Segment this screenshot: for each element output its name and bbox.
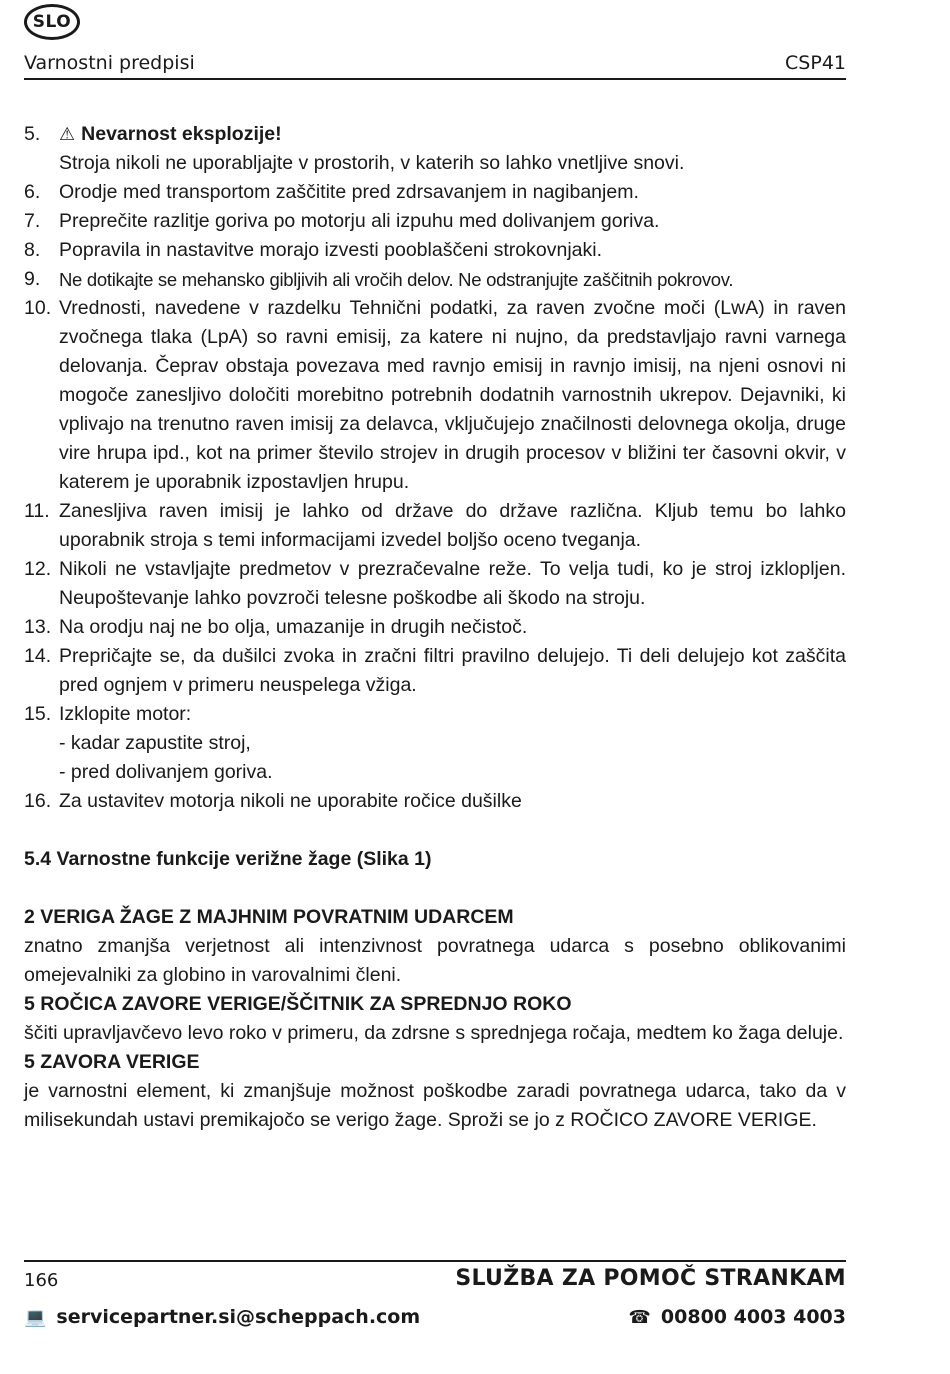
item-number: 5. <box>24 123 41 145</box>
telephone-icon: ☎ <box>628 1306 651 1328</box>
item-text: Preprečite razlitje goriva po motorju ali izpuhu med dolivanjem goriva. <box>59 210 660 232</box>
item-text: Nikoli ne vstavljajte predmetov v prezračevalne reže. To velja tudi, ko je stroj izklopljen. Neupoštevanje lahko povzroči telesne poškodbe ali škodo na stroju. <box>59 558 846 609</box>
feature-heading: 5 ROČICA ZAVORE VERIGE/ŠČITNIK ZA SPREDNJO ROKO <box>24 993 572 1015</box>
item-text: Ne dotikajte se mehansko gibljivih ali vročih delov. Ne odstranjujte zaščitnih pokrovov. <box>59 269 734 290</box>
email-address[interactable]: servicepartner.si@scheppach.com <box>56 1306 421 1328</box>
section-heading: 5.4 Varnostne funkcije verižne žage (Slika 1) <box>24 848 432 870</box>
country-badge: SLO <box>24 4 80 40</box>
item-number: 15. <box>24 703 52 725</box>
feature-heading: 2 VERIGA ŽAGE Z MAJHNIM POVRATNIM UDARCEM <box>24 906 514 928</box>
item-text: Zanesljiva raven imisij je lahko od države do države različna. Kljub temu bo lahko uporabnik stroja s temi informacijami izvedel boljšo oceno tveganja. <box>59 500 846 551</box>
item-number: 13. <box>24 616 52 638</box>
page-number: 166 <box>24 1270 59 1291</box>
list-item <box>24 787 846 816</box>
item-number: 7. <box>24 210 41 232</box>
phone-contact <box>628 1306 846 1328</box>
item-number: 9. <box>24 268 41 290</box>
feature-text: je varnostni element, ki zmanjšuje možnost poškodbe zaradi povratnega udarca, tako da v milisekundah ustavi premikajočo se verigo žage. Sproži se jo z ROČICO ZAVORE VERIGE. <box>24 1080 846 1131</box>
list-item <box>24 207 846 236</box>
item-number: 16. <box>24 790 52 812</box>
list-item <box>24 178 846 207</box>
item-text: Za ustavitev motorja nikoli ne uporabite ročice dušilke <box>59 790 522 812</box>
list-item <box>24 236 846 265</box>
footer-rule <box>24 1260 846 1262</box>
feature-text: ščiti upravljavčevo levo roko v primeru, da zdrsne s sprednjega ročaja, medtem ko žaga deluje. <box>24 1022 844 1044</box>
list-item <box>24 497 846 555</box>
item-text: Vrednosti, navedene v razdelku Tehnični podatki, za raven zvočne moči (LwA) in raven zvočnega tlaka (LpA) so ravni emisij, za katere ni nujno, da predstavljajo ravni varnega delovanja. Čeprav obstaja povezava med ravnjo emisij in ravnjo imisij, na njeni osnovi ni mogoče zanesljivo določiti morebitno potrebnih dodatnih varnostnih ukrepov. Dejavniki, ki vplivajo na trenutno raven imisij za delavca, vključujejo značilnosti delovnega okolja, druge vire hrupa ipd., kot na primer število strojev in drugih procesov v bližini ter časovni okvir, v katerem je uporabnik izpostavljen hrupu. <box>59 297 846 493</box>
item-number: 12. <box>24 558 52 580</box>
item-number: 10. <box>24 297 52 319</box>
item-text: Na orodju naj ne bo olja, umazanije in drugih nečistoč. <box>59 616 528 638</box>
header-rule <box>24 78 846 80</box>
sub-item: - pred dolivanjem goriva. <box>59 761 273 783</box>
sub-item: - kadar zapustite stroj, <box>59 732 251 754</box>
item-number: 14. <box>24 645 52 667</box>
item-text: Orodje med transportom zaščitite pred zdrsavanjem in nagibanjem. <box>59 181 639 203</box>
item-text: Izklopite motor: <box>59 703 192 725</box>
list-item <box>24 555 846 613</box>
main-content <box>24 120 846 1135</box>
list-item <box>24 642 846 700</box>
item-text: Popravila in nastavitve morajo izvesti pooblaščeni strokovnjaki. <box>59 239 603 261</box>
laptop-icon: 💻 <box>24 1306 47 1328</box>
section-title: Varnostni predpisi <box>24 52 195 74</box>
feature-text: znatno zmanjša verjetnost ali intenzivnost povratnega udarca s posebno oblikovanimi omejevalniki za globino in varovalnimi členi. <box>24 935 846 986</box>
phone-number[interactable]: 00800 4003 4003 <box>660 1306 846 1328</box>
list-item <box>24 120 846 178</box>
feature-heading: 5 ZAVORA VERIGE <box>24 1051 200 1073</box>
item-text: Prepričajte se, da dušilci zvoka in zračni filtri pravilno delujejo. Ti deli delujejo kot zaščita pred ognjem v primeru neuspelega vžiga. <box>59 645 846 696</box>
list-item <box>24 700 846 729</box>
warning-label: Nevarnost eksplozije! <box>81 123 282 145</box>
item-text: Stroja nikoli ne uporabljajte v prostorih, v katerih so lahko vnetljive snovi. <box>59 152 685 174</box>
list-item <box>24 294 846 497</box>
service-title: SLUŽBA ZA POMOČ STRANKAM <box>455 1266 846 1291</box>
list-item <box>24 265 846 294</box>
list-item <box>24 613 846 642</box>
item-number: 6. <box>24 181 41 203</box>
email-contact <box>24 1306 420 1328</box>
item-number: 8. <box>24 239 41 261</box>
warning-triangle-icon: ⚠ <box>59 124 76 145</box>
model-name: CSP41 <box>785 52 846 74</box>
item-number: 11. <box>24 500 50 522</box>
